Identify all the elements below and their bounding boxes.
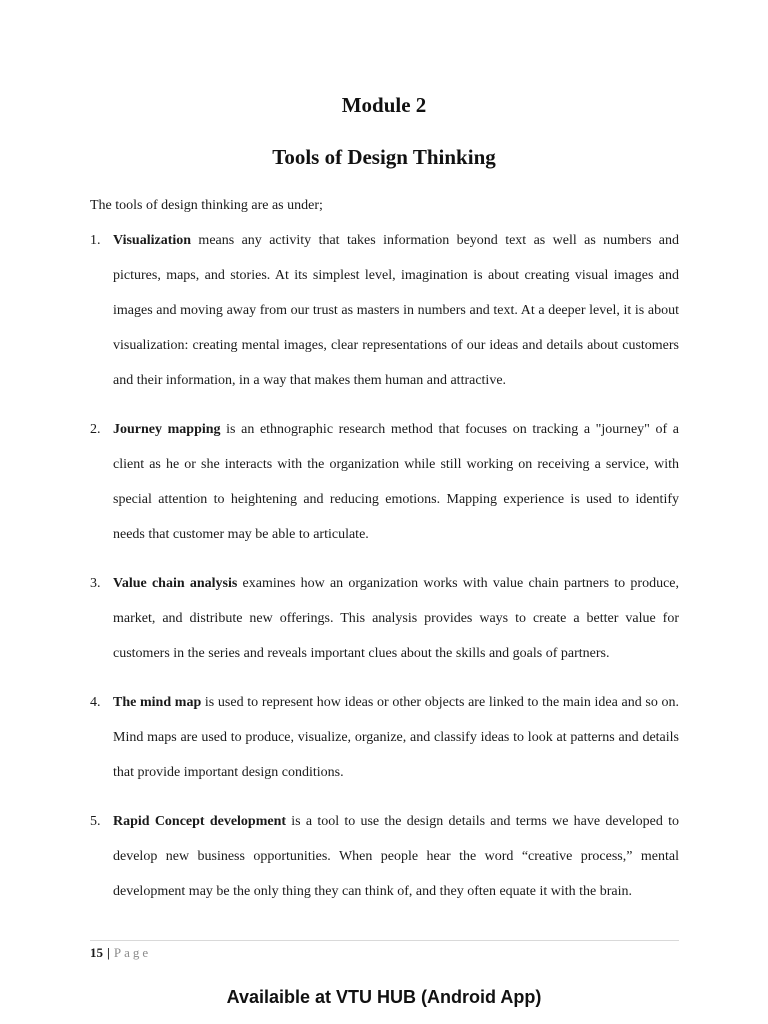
- list-item: [90, 412, 679, 552]
- intro-paragraph: The tools of design thinking are as under;: [90, 198, 323, 213]
- chapter-title: Tools of Design Thinking: [272, 145, 496, 169]
- list-item-text: is an ethnographic research method that focuses on tracking a "journey" of a client as he or she interacts with the organization while still working on receiving a service, with special attention to heightening and reducing emotions. Mapping experience is used to identify needs that customer may be able to articulate.: [113, 422, 679, 542]
- list-item-text: is used to represent how ideas or other objects are linked to the main idea and so on. Mind maps are used to produce, visualize, organize, and classify ideas to look at patterns and details that provide important design conditions.: [113, 695, 679, 780]
- list-item-number: 2.: [90, 422, 101, 437]
- list-item-term: Visualization: [113, 233, 192, 248]
- list-item: [90, 685, 679, 790]
- list-item: [90, 566, 679, 671]
- list-item-number: 1.: [90, 233, 101, 248]
- module-title: Module 2: [341, 93, 427, 117]
- list-item: [90, 223, 679, 398]
- list-item-term: Value chain analysis: [113, 576, 238, 591]
- page-number: 15: [90, 945, 103, 960]
- list-item-text: means any activity that takes information beyond text as well as numbers and pictures, maps, and stories. At its simplest level, imagination is about creating visual images and images and moving away from our trust as masters in numbers and text. At a deeper level, it is about visualization: creating mental images, clear representations of our ideas and details about customers and their information, in a way that makes them human and attractive.: [113, 233, 679, 388]
- list-item-number: 5.: [90, 814, 101, 829]
- page-footer: [90, 945, 151, 961]
- list-item-number: 4.: [90, 695, 101, 710]
- list-item-text: examines how an organization works with value chain partners to produce, market, and distribute new offerings. This analysis provides ways to create a better value for customers in the series and reveals important clues about the skills and goals of partners.: [113, 576, 679, 661]
- availability-banner: Availaible at VTU HUB (Android App): [226, 987, 542, 1007]
- list-item-term: Rapid Concept development: [113, 814, 287, 829]
- list-item-text: is a tool to use the design details and terms we have developed to develop new business opportunities. When people hear the word “creative process,” mental development may be the only thing they can think of, and they often equate it with the brain.: [113, 814, 679, 899]
- footer-divider: [90, 940, 679, 941]
- page-label: Page: [113, 945, 152, 960]
- list-item-number: 3.: [90, 576, 101, 591]
- tools-list: [90, 223, 679, 923]
- footer-separator: |: [107, 945, 110, 960]
- list-item: [90, 804, 679, 909]
- list-item-term: The mind map: [113, 695, 202, 710]
- list-item-term: Journey mapping: [113, 422, 221, 437]
